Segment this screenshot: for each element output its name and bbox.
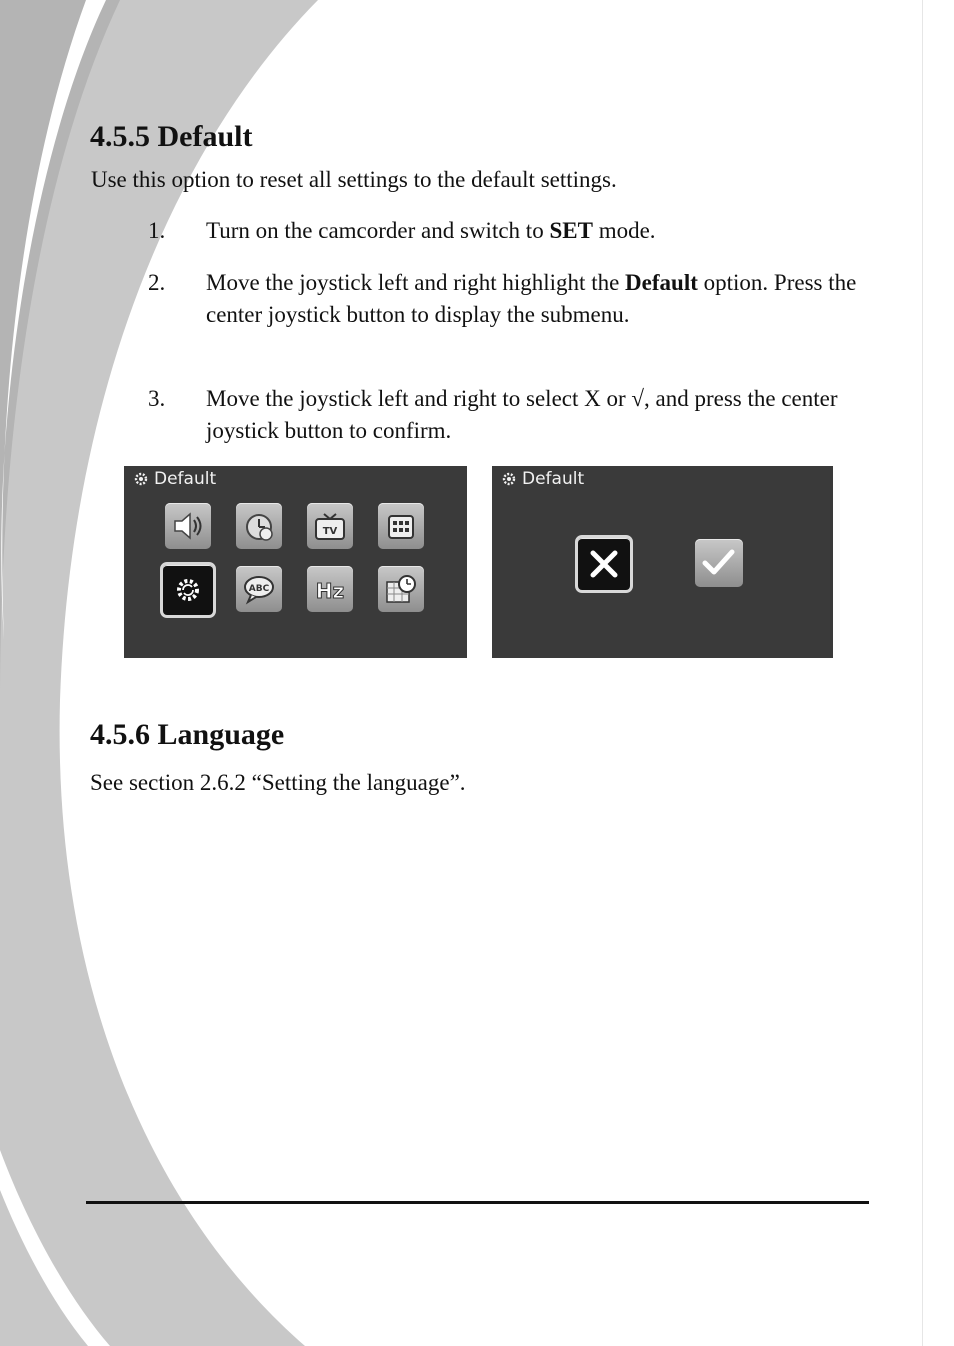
step-number: 3. bbox=[148, 386, 166, 411]
cancel-x-icon bbox=[575, 535, 633, 593]
tv-out-icon bbox=[307, 503, 353, 549]
gear-icon bbox=[502, 472, 516, 486]
default-reset-icon-selected bbox=[160, 562, 216, 618]
camcorder-default-confirm-screen bbox=[492, 466, 833, 658]
screen-header bbox=[134, 469, 216, 489]
page-edge-line bbox=[922, 0, 923, 1346]
language-text: See section 2.6.2 “Setting the language”. bbox=[90, 770, 466, 795]
power-timer-icon bbox=[236, 503, 282, 549]
camcorder-settings-screen bbox=[124, 466, 467, 658]
svg-text:ABC: ABC bbox=[248, 584, 270, 594]
svg-text:TV: TV bbox=[322, 526, 338, 537]
svg-text:Hz: Hz bbox=[315, 579, 345, 603]
language-abc-icon bbox=[236, 566, 282, 612]
frequency-hz-icon bbox=[307, 566, 353, 612]
screen-title: Default bbox=[154, 469, 217, 489]
gear-icon bbox=[134, 472, 148, 486]
format-icon bbox=[378, 503, 424, 549]
screen-title: Default bbox=[522, 469, 585, 489]
step-number: 2. bbox=[148, 270, 166, 295]
confirm-check-icon bbox=[695, 539, 743, 587]
footer-divider bbox=[86, 1201, 869, 1204]
date-time-icon bbox=[378, 566, 424, 612]
section-heading-default: 4.5.5 Default bbox=[90, 120, 253, 153]
default-intro: Use this option to reset all settings to the default settings. bbox=[91, 167, 617, 192]
step-number: 1. bbox=[148, 218, 166, 243]
screen-header bbox=[502, 469, 584, 489]
speaker-icon bbox=[165, 503, 211, 549]
section-heading-language: 4.5.6 Language bbox=[90, 718, 285, 751]
